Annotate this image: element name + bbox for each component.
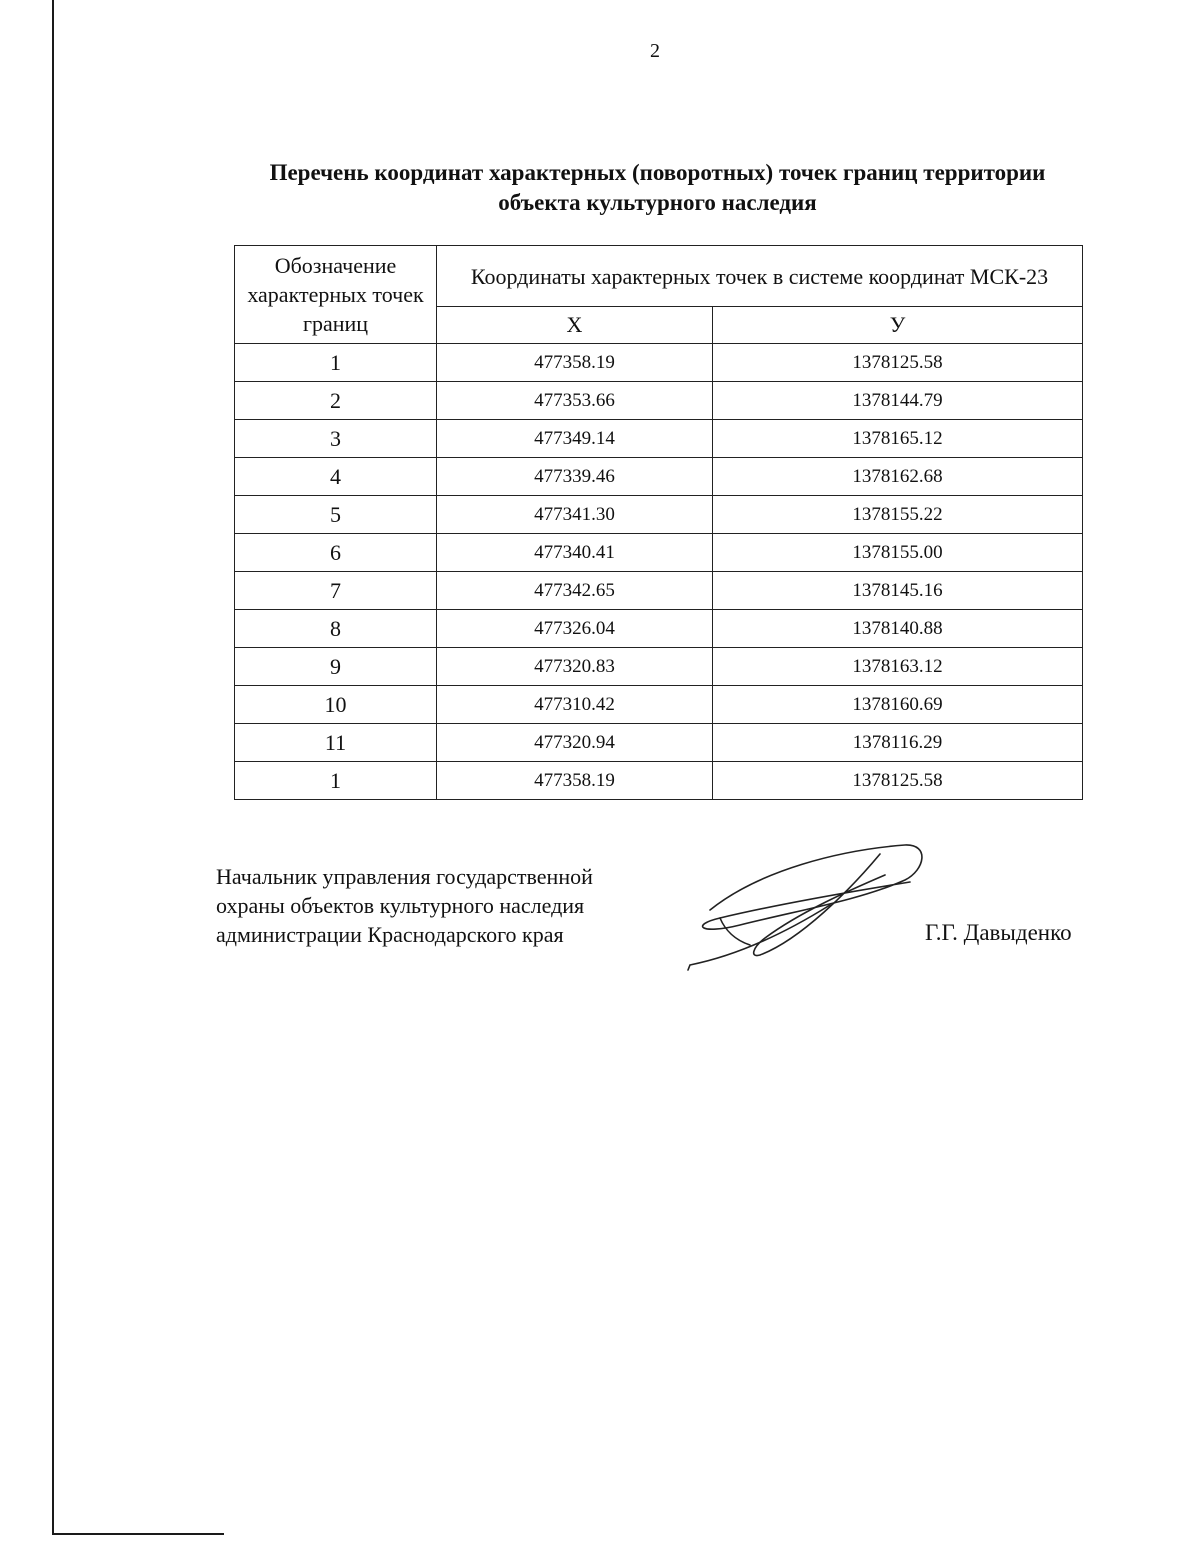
table-row xyxy=(235,610,1083,648)
page-edge-left-line xyxy=(52,0,54,1535)
signer-position xyxy=(216,862,593,949)
x-coordinate-cell: 477358.19 xyxy=(437,344,713,382)
document-title-line-2: объекта культурного наследия xyxy=(498,190,817,215)
y-coordinate-cell: 1378163.12 xyxy=(713,648,1083,686)
coordinates-table xyxy=(234,245,1083,800)
y-coordinate-cell: 1378165.12 xyxy=(713,420,1083,458)
page-edge-bottom-line xyxy=(52,1533,224,1535)
x-coordinate-cell: 477349.14 xyxy=(437,420,713,458)
table-row xyxy=(235,496,1083,534)
header-coordinate-system: Координаты характерных точек в системе координат МСК-23 xyxy=(437,246,1083,307)
table-row xyxy=(235,686,1083,724)
y-coordinate-cell: 1378116.29 xyxy=(713,724,1083,762)
point-cell: 3 xyxy=(235,420,437,458)
y-coordinate-cell: 1378144.79 xyxy=(713,382,1083,420)
x-coordinate-cell: 477310.42 xyxy=(437,686,713,724)
x-coordinate-cell: 477320.94 xyxy=(437,724,713,762)
x-coordinate-cell: 477341.30 xyxy=(437,496,713,534)
table-row xyxy=(235,534,1083,572)
x-coordinate-cell: 477342.65 xyxy=(437,572,713,610)
x-coordinate-cell: 477358.19 xyxy=(437,762,713,800)
point-cell: 1 xyxy=(235,344,437,382)
signer-position-line-3: администрации Краснодарского края xyxy=(216,922,564,947)
x-coordinate-cell: 477339.46 xyxy=(437,458,713,496)
y-coordinate-cell: 1378125.58 xyxy=(713,344,1083,382)
point-cell: 10 xyxy=(235,686,437,724)
header-x: Х xyxy=(437,307,713,344)
signer-position-line-1: Начальник управления государственной xyxy=(216,864,593,889)
signer-position-line-2: охраны объектов культурного наследия xyxy=(216,893,585,918)
y-coordinate-cell: 1378140.88 xyxy=(713,610,1083,648)
point-cell: 7 xyxy=(235,572,437,610)
signer-name: Г.Г. Давыденко xyxy=(925,920,1072,945)
table-row xyxy=(235,762,1083,800)
y-coordinate-cell: 1378155.22 xyxy=(713,496,1083,534)
table-row xyxy=(235,420,1083,458)
header-y: У xyxy=(713,307,1083,344)
point-cell: 5 xyxy=(235,496,437,534)
point-cell: 8 xyxy=(235,610,437,648)
point-cell: 11 xyxy=(235,724,437,762)
header-point-designation: Обозначение характерных точек границ xyxy=(235,246,437,344)
table-row xyxy=(235,648,1083,686)
x-coordinate-cell: 477353.66 xyxy=(437,382,713,420)
x-coordinate-cell: 477340.41 xyxy=(437,534,713,572)
point-cell: 4 xyxy=(235,458,437,496)
table-row xyxy=(235,344,1083,382)
y-coordinate-cell: 1378155.00 xyxy=(713,534,1083,572)
y-coordinate-cell: 1378162.68 xyxy=(713,458,1083,496)
point-cell: 6 xyxy=(235,534,437,572)
x-coordinate-cell: 477320.83 xyxy=(437,648,713,686)
y-coordinate-cell: 1378145.16 xyxy=(713,572,1083,610)
handwritten-signature xyxy=(680,830,940,980)
point-cell: 2 xyxy=(235,382,437,420)
point-cell: 9 xyxy=(235,648,437,686)
coordinates-table-body xyxy=(235,344,1083,800)
y-coordinate-cell: 1378125.58 xyxy=(713,762,1083,800)
document-title-line-1: Перечень координат характерных (поворотных) точек границ территории xyxy=(269,160,1046,185)
table-row xyxy=(235,382,1083,420)
y-coordinate-cell: 1378160.69 xyxy=(713,686,1083,724)
table-row xyxy=(235,458,1083,496)
point-cell: 1 xyxy=(235,762,437,800)
table-row xyxy=(235,572,1083,610)
page-number: 2 xyxy=(650,40,660,62)
document-title xyxy=(180,158,1135,218)
table-row xyxy=(235,724,1083,762)
x-coordinate-cell: 477326.04 xyxy=(437,610,713,648)
